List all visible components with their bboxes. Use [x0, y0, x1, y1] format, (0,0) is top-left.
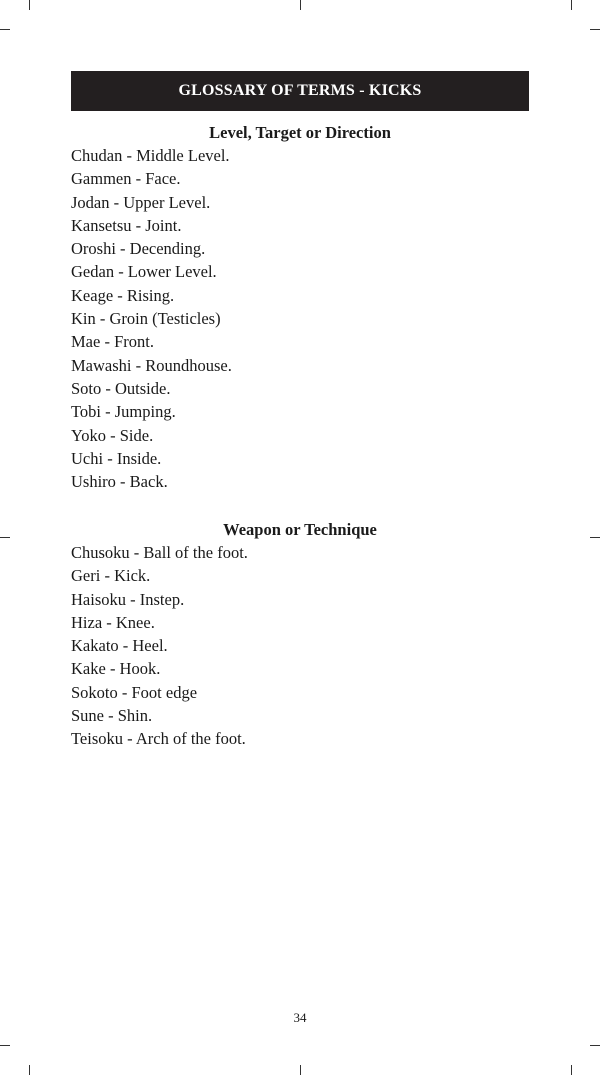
- crop-mark-left-top: [0, 29, 10, 30]
- list-item: Sokoto - Foot edge: [71, 682, 198, 702]
- crop-mark-left-middle: [0, 537, 10, 538]
- list-item: Oroshi - Decending.: [71, 239, 206, 259]
- list-item: Mawashi - Roundhouse.: [71, 355, 232, 375]
- list-item: Tobi - Jumping.: [71, 402, 176, 422]
- term-list-level-target: [71, 144, 232, 493]
- list-item: Soto - Outside.: [71, 378, 171, 398]
- term-list-weapon-technique: [71, 541, 248, 751]
- crop-mark-right-top: [590, 29, 600, 30]
- list-item: Teisoku - Arch of the foot.: [71, 729, 246, 749]
- crop-mark-right-bottom: [590, 1045, 600, 1046]
- list-item: Kake - Hook.: [71, 659, 161, 679]
- list-item: Jodan - Upper Level.: [71, 192, 211, 212]
- list-item: Yoko - Side.: [71, 425, 154, 445]
- list-item: Chudan - Middle Level.: [71, 146, 230, 165]
- list-item: Gammen - Face.: [71, 169, 181, 189]
- crop-mark-bottom-left: [29, 1065, 30, 1075]
- list-item: Geri - Kick.: [71, 566, 151, 586]
- list-item: Gedan - Lower Level.: [71, 262, 217, 282]
- list-item: Kansetsu - Joint.: [71, 215, 182, 235]
- page-title: GLOSSARY OF TERMS - KICKS: [71, 71, 529, 111]
- crop-mark-top-left: [29, 0, 30, 10]
- list-item: Kakato - Heel.: [71, 636, 168, 656]
- crop-mark-bottom-right: [571, 1065, 572, 1075]
- crop-mark-right-middle: [590, 537, 600, 538]
- crop-mark-top-right: [571, 0, 572, 10]
- list-item: Sune - Shin.: [71, 706, 153, 726]
- list-item: Kin - Groin (Testicles): [71, 309, 221, 329]
- section-heading-level-target: Level, Target or Direction: [209, 123, 391, 142]
- crop-mark-bottom-center: [300, 1065, 301, 1075]
- list-item: Keage - Rising.: [71, 285, 175, 305]
- page-number: 34: [293, 1010, 307, 1025]
- list-item: Hiza - Knee.: [71, 612, 155, 632]
- list-item: Haisoku - Instep.: [71, 589, 185, 609]
- crop-mark-top-center: [300, 0, 301, 10]
- list-item: Mae - Front.: [71, 332, 154, 352]
- crop-mark-left-bottom: [0, 1045, 10, 1046]
- section-heading-weapon-technique: Weapon or Technique: [223, 520, 377, 539]
- list-item: Chusoku - Ball of the foot.: [71, 543, 248, 562]
- list-item: Uchi - Inside.: [71, 448, 162, 468]
- list-item: Ushiro - Back.: [71, 472, 168, 492]
